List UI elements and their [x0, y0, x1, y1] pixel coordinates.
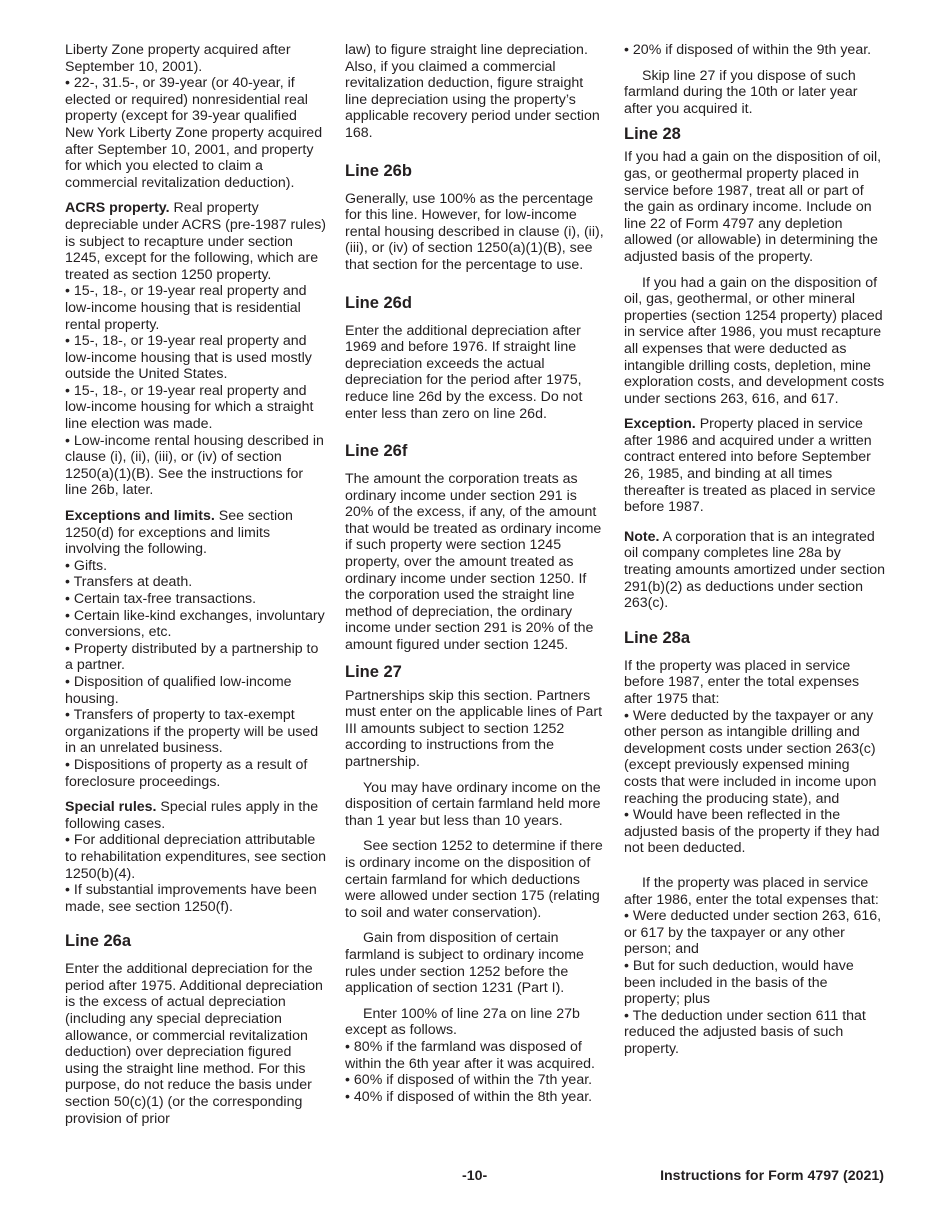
line-26b-text: Generally, use 100% as the percentage for this line. However, for low-income rental housing described in clause (i), (ii), (iii), or (iv) of section 1250(a)(1)(B), see that section for the percentage to use. — [345, 190, 604, 273]
line-26d-text: Enter the additional depreciation after 1969 and before 1976. If straight line depreciation exceeds the actual depreciation for the period after 1975, reduce line 26d by the excess. Do not enter less than zero on line 26d. — [345, 322, 583, 422]
exception-paragraph — [624, 416, 886, 516]
bullet-item: • But for such deduction, would have been included in the basis of the property; plus — [624, 957, 854, 1008]
line-27-paragraph: Gain from disposition of certain farmland is subject to ordinary income rules under section 1252 before the application of section 1231 (Part I). — [345, 930, 584, 997]
bullet-item: • 15-, 18-, or 19-year real property and low-income housing that is used mostly outside the United States. — [65, 333, 312, 383]
acrs-text: Real property depreciable under ACRS (pre-1987 rules) is subject to recapture under section 1245, except for the following, which are treated as section 1250 property. — [65, 200, 327, 283]
bullet-item: • 22-, 31.5-, or 39-year (or 40-year, if elected or required) nonresidential real property (except for 39-year qualified New York Liberty Zone property acquired after September 10, 2001, and property for which you elected to claim a commercial revitalization deduction). — [65, 75, 323, 191]
bullet-item: • Transfers of property to tax-exempt organizations if the property will be used in an unrelated business. — [65, 707, 319, 757]
exception-text: Property placed in service after 1986 and acquired under a written contract entered into before September 26, 1985, and binding at all times thereafter is treated as placed in service before 1987. — [624, 416, 876, 516]
note-paragraph — [624, 529, 886, 612]
line-27-heading: Line 27 — [345, 662, 402, 681]
column-3 — [624, 42, 886, 1057]
line-26d-heading: Line 26d — [345, 293, 412, 312]
bullet-item: • Would have been reflected in the adjusted basis of the property if they had not been deducted. — [624, 807, 880, 857]
bullet-item: • Were deducted by the taxpayer or any other person as intangible drilling and development costs under section 263(c) (except previously expensed mining costs that were included in income upon reaching the producing state), and — [624, 707, 877, 807]
line-28-heading: Line 28 — [624, 125, 681, 144]
acrs-paragraph — [65, 200, 327, 283]
line-27-paragraph: You may have ordinary income on the disposition of certain farmland held more than 1 year but less than 10 years. — [345, 779, 601, 829]
special-rules-text: Special rules apply in the following cases. — [65, 799, 319, 832]
acrs-heading: ACRS property. — [65, 200, 170, 217]
line-28-paragraph: If you had a gain on the disposition of oil, gas, geothermal, or other mineral properties (section 1254 property) placed in service after 1986, you must recapture all expenses that were deducted as intangible drilling costs, depletion, mine exploration costs, and development costs under sections 263, 616, and 617. — [624, 274, 885, 407]
note-heading: Note. — [624, 528, 660, 545]
form-title: Instructions for Form 4797 (2021) — [660, 1168, 884, 1184]
paragraph: Liberty Zone property acquired after September 10, 2001). — [65, 42, 291, 75]
bullet-item: • Certain like-kind exchanges, involuntary conversions, etc. — [65, 607, 325, 641]
line-26f-heading: Line 26f — [345, 442, 408, 461]
line-27-paragraph: See section 1252 to determine if there is ordinary income on the disposition of certain farmland for which deductions were allowed under section 175 (relating to soil and water conservation). — [345, 838, 603, 921]
bullet-item: • 80% if the farmland was disposed of within the 6th year after it was acquired. — [345, 1038, 595, 1072]
paragraph: Skip line 27 if you dispose of such farmland during the 10th or later year after you acquired it. — [624, 67, 858, 117]
bullet-item: • Property distributed by a partnership to a partner. — [65, 640, 319, 674]
line-28a-paragraph: If the property was placed in service before 1987, enter the total expenses after 1975 that: — [624, 657, 860, 707]
special-rules-paragraph — [65, 799, 327, 832]
line-26a-text: Enter the additional depreciation for the period after 1975. Additional depreciation is the excess of actual depreciation (including any special depreciation allowance, or commercial revitalization deduction) over depreciation figured using the straight line method. For this purpose, do not reduce the basis under section 50(c)(1) (or the corresponding provision of prior — [65, 961, 323, 1127]
column-2 — [345, 42, 607, 1105]
line-28a-paragraph: If the property was placed in service after 1986, enter the total expenses that: — [624, 874, 879, 908]
bullet-item: • Disposition of qualified low-income housing. — [65, 673, 292, 707]
bullet-item: • Low-income rental housing described in clause (i), (ii), (iii), or (iv) of section 1250(a)(1)(B). See the instructions for line 26b, later. — [65, 432, 324, 499]
line-26b-heading: Line 26b — [345, 161, 412, 180]
bullet-item: • Gifts. — [65, 557, 108, 574]
bullet-item: • Transfers at death. — [65, 574, 193, 591]
bullet-item: • Were deducted under section 263, 616, or 617 by the taxpayer or any other person; and — [624, 908, 882, 958]
bullet-item: • For additional depreciation attributable to rehabilitation expenditures, see section 1250(b)(4). — [65, 832, 327, 882]
bullet-item: • If substantial improvements have been made, see section 1250(f). — [65, 882, 317, 915]
line-26f-text: The amount the corporation treats as ordinary income under section 291 is 20% of the excess, if any, of the amount that would be treated as ordinary income if such property were section 1245 property, over the amount treated as ordinary income under section 1250. If the corporation used the straight line method of depreciation, the ordinary income under section 291 is 20% of the amount figured under section 1245. — [345, 471, 602, 654]
bullet-item: • 40% if disposed of within the 8th year. — [345, 1088, 593, 1105]
special-rules-heading: Special rules. — [65, 799, 157, 816]
line-26a-heading: Line 26a — [65, 932, 132, 951]
page-footer — [0, 1168, 950, 1188]
paragraph: law) to figure straight line depreciation. Also, if you claimed a commercial revitalization deduction, figure straight line depreciation using the property’s applicable recovery period under section 168. — [345, 42, 600, 141]
bullet-item: • 15-, 18-, or 19-year real property and low-income housing that is residential rental property. — [65, 283, 307, 333]
column-1 — [65, 42, 327, 1127]
exceptions-paragraph — [65, 508, 327, 558]
exceptions-heading: Exceptions and limits. — [65, 508, 215, 525]
bullet-item: • 60% if disposed of within the 7th year. — [345, 1072, 593, 1089]
exception-heading: Exception. — [624, 416, 696, 433]
bullet-item: • The deduction under section 611 that reduced the adjusted basis of such property. — [624, 1007, 866, 1057]
page-number: -10- — [462, 1168, 488, 1184]
bullet-item: • Certain tax-free transactions. — [65, 591, 257, 607]
bullet-item: • 20% if disposed of within the 9th year. — [624, 42, 872, 58]
exceptions-text: See section 1250(d) for exceptions and limits involving the following. — [65, 508, 293, 558]
line-28-paragraph: If you had a gain on the disposition of oil, gas, or geothermal property placed in service before 1987, treat all or part of the gain as ordinary income. Include on line 22 of Form 4797 any depletion allowed (or allowable) in determining the adjusted basis of the property. — [624, 149, 882, 265]
bullet-item: • Dispositions of property as a result of foreclosure proceedings. — [65, 756, 308, 790]
bullet-item: • 15-, 18-, or 19-year real property and low-income housing for which a straight line election was made. — [65, 382, 314, 433]
line-27-paragraph: Enter 100% of line 27a on line 27b except as follows. — [345, 1005, 580, 1039]
line-28a-heading: Line 28a — [624, 628, 691, 647]
line-27-paragraph: Partnerships skip this section. Partners must enter on the applicable lines of Part III amounts subject to section 1252 according to instructions from the partnership. — [345, 687, 603, 770]
note-text: A corporation that is an integrated oil company completes line 28a by treating amounts amortized under section 291(b)(2) as deductions under section 263(c). — [624, 528, 886, 612]
